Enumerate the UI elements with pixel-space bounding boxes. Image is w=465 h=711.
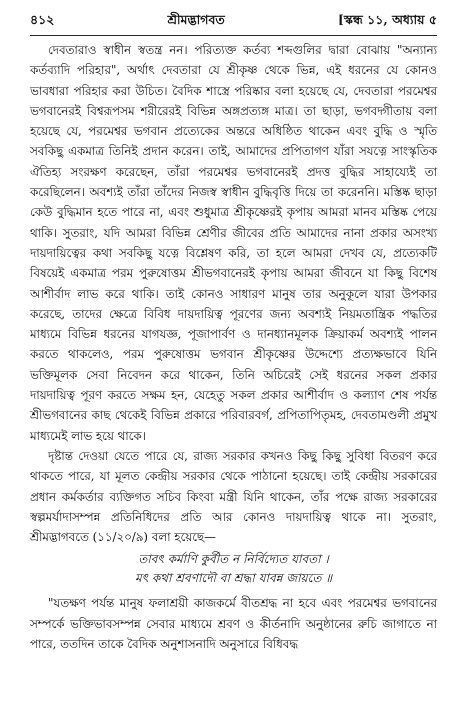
paragraph-2: দৃষ্টান্ত দেওয়া যেতে পারে যে, রাজ্য সরকার কখনও কিছু কিছু সুবিধা বিতরণ করে থাকতে পারে, যা মূলত কেন্দ্রীয় সরকার থেকে পাঠানো হয়েছে। তাই কেন্দ্রীয় সরকারের প্রধান কর্মকর্তার ব্যক্তিগত সচিব কিংবা মন্ত্রী যিনি থাকেন, তাঁর পক্ষে রাজ্য সরকারের স্বল্পমর্যাদাসম্পন্ন প্রতিনিধিদের প্রতি আর কোনও দায়দায়িত্ব থাকে না। সুতরাং, শ্রীমদ্ভাগবতে (১১/২০/৯) বলা হয়েছে— bbox=[30, 448, 437, 545]
page-number: ৪১২ bbox=[30, 12, 55, 27]
verse-line-1: তাবৎ কর্মাণি কুর্বীত ন নির্বিদ্যেত যাবতা । bbox=[138, 552, 329, 567]
section-reference: [স্কন্ধ ১১, অধ্যায় ৫ bbox=[337, 12, 437, 27]
translation-paragraph: "যতক্ষণ পর্যন্ত মানুষ ফলাশ্রয়ী কাজকর্মে বীতশ্রদ্ধ না হবে এবং পরমেশ্বর ভগবানের সম্পর্কে ভক্তিভাবসম্পন্ন সেবার মাধ্যমে শ্রবণ ও কীর্তনাদি অনুষ্ঠানের রুচি জাগাতে না পারে, ততদিন তাকে বৈদিক অনুশাসনাদি অনুসারে বিধিবদ্ধ bbox=[30, 596, 437, 652]
paragraph-1: দেবতারাও স্বাধীন স্বতন্ত্র নন। পরিত্যক্ত কর্তব্য শব্দগুলির দ্বারা বোঝায় "অন্যান্য কর্তব্যাদি পরিহার", অর্থাৎ দেবতারা যে শ্রীকৃষ্ণ থেকে ভিন্ন, এই ধরনের যে কোনও ভাবধারা পরিহার করা উচিত। বৈদিক শাস্ত্রে পরিষ্কার বলা হয়েছে যে, দেবতারা পরমেশ্বর ভগবানেরই বিশ্বরূপসম শরীরেরই বিভিন্ন অঙ্গপ্রত্যঙ্গ মাত্র। তা ছাড়া, ভগবদ্গীতায় বলা হয়েছে যে, পরমেশ্বর ভগবান প্রত্যেকের অন্তরে অধিষ্ঠিত থাকেন এবং বুদ্ধি ও স্মৃতি সবকিছু একমাত্র তিনিই প্রদান করেন। তাই, আমাদের প্রপিতাগণ যাঁরা সযত্নে সাংস্কৃতিক ঐতিহ্য সংরক্ষণ করেছেন, তাঁরা পরমেশ্বর ভগবানেরই প্রদত্ত বুদ্ধির সাহায্যেই তা করেছিলেন। অবশ্যই তাঁরা তাঁদের নিজস্ব স্বাধীন বুদ্ধিবৃত্তি দিয়ে তা করেননি। মস্তিষ্ক ছাড়া কেউ বুদ্ধিমান হতে পারে না, এবং শুধুমাত্র শ্রীকৃষ্ণেরই কৃপায় আমরা মানব মস্তিষ্ক পেয়ে থাকি। সুতরাং, যদি আমরা বিভিন্ন শ্রেণীর জীবের প্রতি আমাদের নানা প্রকার অসংখ্য দায়দায়িত্বের কথা সবকিছু যত্নে বিশ্লেষণ করি, তা হলে আমরা দেখব যে, প্রত্যেকটি বিষয়েই একমাত্র পরম পুরুষোত্তম শ্রীভগবানেরই কৃপায় আমরা জীবনে যা কিছু বিশেষ আশীর্বাদ লাভ করে থাকি। তাই কোনও সাধারণ মানুষ তার অনুকূলে যারা উপকার করেছে, তাদের ক্ষেত্রে বিবিধ দায়দায়িত্ব পূরণের জন্য অবশ্যই নিয়মতান্ত্রিক পদ্ধতির মাধ্যমে বিভিন্ন ধরনের যাগযজ্ঞ, পূজাপার্বণ ও দানধ্যানমূলক ক্রিয়াকর্ম অবশ্যই পালন করতে থাকলেও, পরম পুরুষোত্তম ভগবান শ্রীকৃষ্ণের উদ্দেশ্যে প্রত্যক্ষভাবে যিনি ভক্তিমূলক সেবা নিবেদন করে থাকেন, তিনি অচিরেই সেই ধরনের সকল প্রকার দায়দায়িত্ব পূরণ করতে সক্ষম হন, যেহেতু সকল প্রকার আশীর্বাদ ও কল্যাণ শেষ পর্যন্ত শ্রীভগবানের কাছ থেকেই বিভিন্ন প্রকারে পরিবারবর্গ, প্রপিতাপিতৃমহ, দেবতামণ্ডলী প্রমুখ মাধ্যমেই লাভ হয়ে থাকে। bbox=[30, 43, 437, 443]
page-body bbox=[30, 40, 437, 654]
header-divider bbox=[30, 35, 437, 36]
page-header bbox=[30, 12, 437, 32]
verse-line-2: মৎ কথা শ্রবণাদৌ বা শ্রদ্ধা যাবন্ন জায়তে ॥ bbox=[134, 571, 333, 586]
sanskrit-verse bbox=[30, 550, 437, 588]
book-title: শ্রীমদ্ভাগবত bbox=[167, 12, 225, 27]
